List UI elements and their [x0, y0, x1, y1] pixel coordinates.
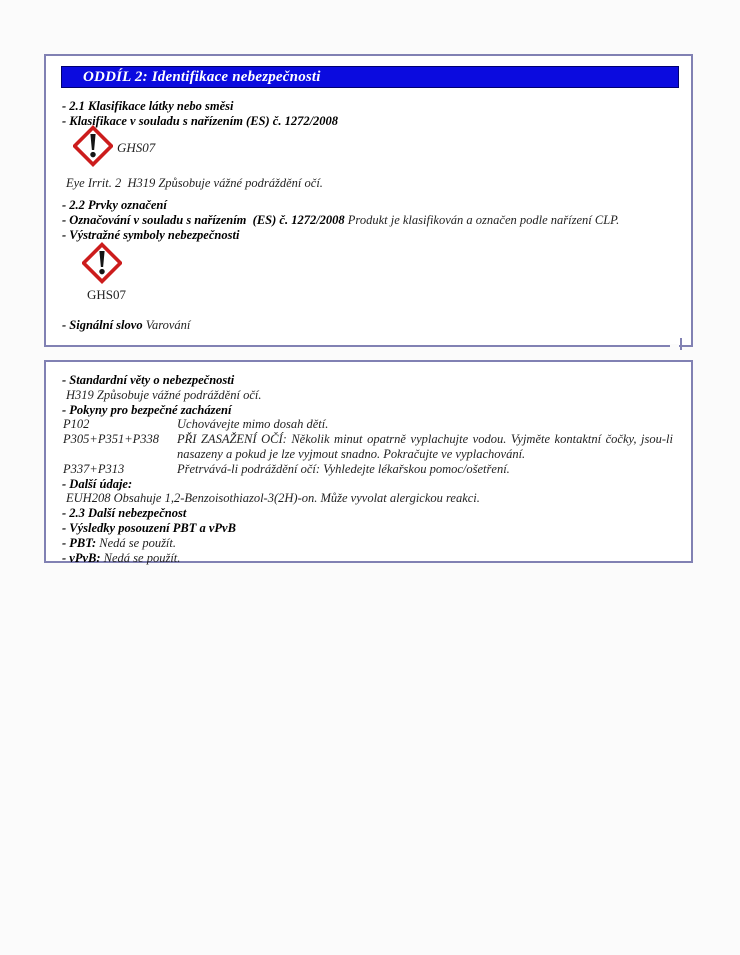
p-phrase-row: [62, 432, 673, 462]
line-2-1-klasifikace: - 2.1 Klasifikace látky nebo směsi: [62, 99, 234, 113]
line-2-3-dalsi: - 2.3 Další nebezpečnost: [62, 506, 187, 521]
line-vystrazne-symboly: - Výstražné symboly nebezpečnosti: [62, 228, 240, 242]
line-euh208: EUH208 Obsahuje 1,2-Benzoisothiazol-3(2H)-on. Může vyvolat alergickou reakci.: [66, 491, 480, 506]
section-2-box: [44, 54, 693, 347]
section-header-bar: [61, 66, 679, 88]
scan-border-tick: [680, 338, 682, 350]
ghs07-label-inline: GHS07: [117, 140, 156, 155]
p-phrase-text: PŘI ZASAŽENÍ OČÍ: Několik minut opatrně vyplachujte vodou. Vyjměte kontaktní čočky, jsou-li nasazeny a pokud je lze vyjmout snadno. Pokračujte ve vyplachování.: [177, 432, 673, 461]
pbt-heading: - PBT:: [62, 535, 97, 550]
line-2-2-prvky: - 2.2 Prvky označení: [62, 198, 167, 212]
line-h319: H319 Způsobuje vážné podráždění očí.: [66, 387, 262, 402]
vpvb-value: Nedá se použít.: [100, 550, 181, 565]
ghs07-pictogram-small: [73, 122, 113, 170]
ghs07-pictogram-large: [82, 240, 122, 286]
line-vpvb: [62, 551, 673, 566]
p-phrase-text: Přetrvává-li podráždění očí: Vyhledejte lékařskou pomoc/ošetření.: [177, 461, 510, 476]
scan-border-gap: [670, 344, 679, 347]
p-phrase-row: [62, 462, 673, 477]
p-phrase-code: P305+P351+P338: [63, 432, 160, 447]
hazard-statements-content: [46, 362, 691, 565]
p-phrase-text: Uchovávejte mimo dosah dětí.: [177, 417, 329, 432]
line-signalni-slovo: [62, 318, 677, 333]
vpvb-heading: - vPvB:: [62, 550, 101, 565]
p-phrase-code: P102: [63, 417, 90, 432]
line-eye-irrit: Eye Irrit. 2 H319 Způsobuje vážné podráždění očí.: [66, 176, 323, 190]
line-oznacovani: [62, 213, 677, 228]
line-vysledky-pbt: - Výsledky posouzení PBT a vPvB: [62, 520, 236, 535]
section-title: ODDÍL 2: Identifikace nebezpečnosti: [83, 69, 321, 85]
oznacovani-heading: - Označování v souladu s nařízením (ES) č. 1272/2008: [62, 213, 345, 227]
line-pbt: [62, 536, 673, 551]
ghs07-exclamation-icon: [73, 122, 113, 170]
line-standardni-vety: - Standardní věty o nebezpečnosti: [62, 373, 235, 387]
line-klasifikace-narizeni: - Klasifikace v souladu s nařízením (ES) č. 1272/2008: [62, 114, 339, 128]
signalni-heading: - Signální slovo: [62, 318, 143, 332]
signalni-value: Varování: [142, 318, 191, 332]
hazard-statements-box: [44, 360, 693, 563]
oznacovani-value: Produkt je klasifikován a označen podle nařízení CLP.: [344, 213, 620, 227]
line-dalsi-udaje: - Další údaje:: [62, 476, 133, 491]
p-phrase-code: P337+P313: [63, 461, 125, 476]
pbt-value: Nedá se použít.: [96, 535, 176, 550]
p-phrase-row: [62, 417, 673, 432]
line-pokyny: - Pokyny pro bezpečné zacházení: [62, 402, 232, 417]
ghs07-label-caption: GHS07: [87, 287, 127, 302]
ghs07-exclamation-icon: [82, 240, 122, 286]
